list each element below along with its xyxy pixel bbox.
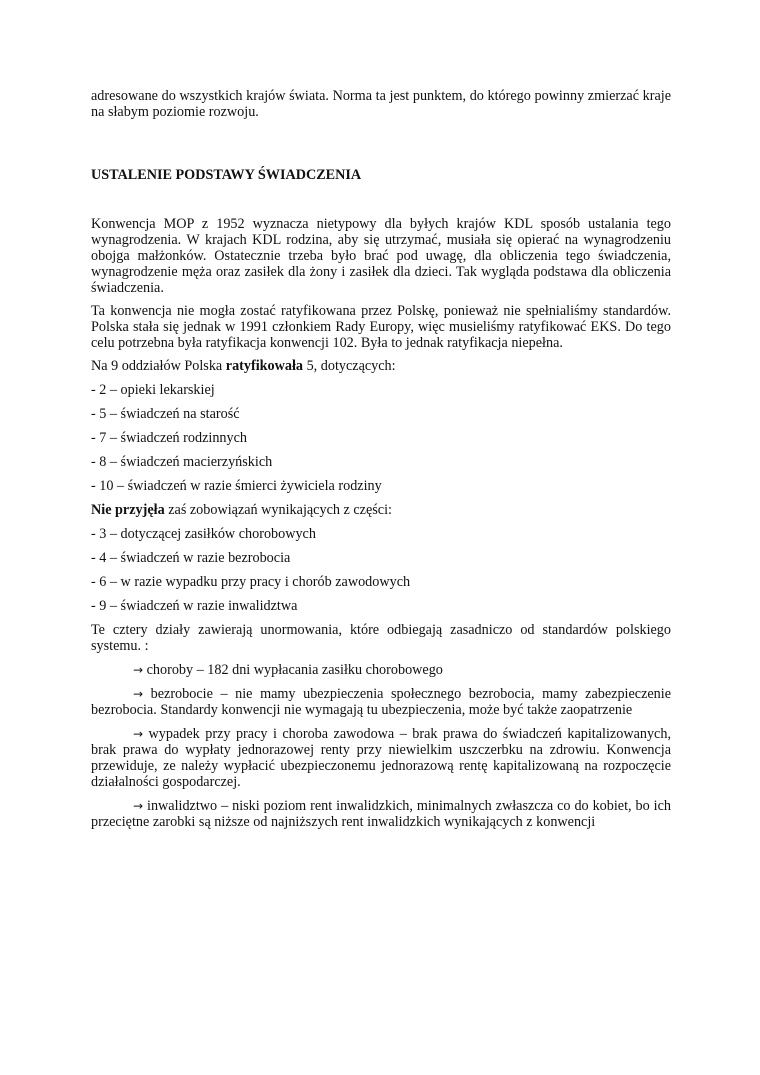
not-accepted-intro-bold: Nie przyjęła <box>91 502 165 518</box>
document-body <box>91 88 671 830</box>
not-accepted-item: - 6 – w razie wypadku przy pracy i chorób zawodowych <box>91 574 411 590</box>
ratified-item: - 5 – świadczeń na starość <box>91 406 240 422</box>
arrow-point-text: bezrobocie – nie mamy ubezpieczenia społecznego bezrobocia, mamy zabezpieczenie bezrobocia. Standardy konwencji nie wymagają tu ubezpieczenia, może być także zaopatrzenie <box>91 686 671 718</box>
arrow-point-unemployment <box>91 686 671 718</box>
arrow-right-icon: → <box>133 727 144 741</box>
not-accepted-item: - 9 – świadczeń w razie inwalidztwa <box>91 598 298 614</box>
not-accepted-item: - 3 – dotyczącej zasiłków chorobowych <box>91 526 316 542</box>
intro-paragraph: adresowane do wszystkich krajów świata. Norma ta jest punktem, do którego powinny zmierzać kraje na słabym poziomie rozwoju. <box>91 88 671 120</box>
ratified-intro <box>91 358 671 374</box>
arrow-right-icon: → <box>133 799 144 813</box>
arrow-point-accident <box>91 726 671 790</box>
arrow-point-text: inwalidztwo – niski poziom rent inwalidzkich, minimalnych zwłaszcza co do kobiet, bo ich przeciętne zarobki są niższe od najniższych rent inwalidzkich wynikających z konwencji <box>91 798 671 830</box>
ratified-item: - 7 – świadczeń rodzinnych <box>91 430 248 446</box>
arrow-point-text: wypadek przy pracy i choroba zawodowa – brak prawa do świadczeń kapitalizowanych, brak prawa do wypłaty jednorazowej renty przy niewielkim uszczerbku na zdrowiu. Konwencja przewiduje, ze należy wypłacić ubezpieczonemu jednorazową rentę kapitalizowaną na rozpoczęcie działalności gospodarczej. <box>91 726 671 790</box>
not-accepted-item: - 4 – świadczeń w razie bezrobocia <box>91 550 291 566</box>
ratified-item: - 8 – świadczeń macierzyńskich <box>91 454 273 470</box>
ratified-intro-before: Na 9 oddziałów Polska <box>91 358 226 374</box>
ratified-item: - 2 – opieki lekarskiej <box>91 382 215 398</box>
paragraph-convention: Konwencja MOP z 1952 wyznacza nietypowy dla byłych krajów KDL sposób ustalania tego wynagrodzenia. W krajach KDL rodzina, aby się utrzymać, musiała się opierać na wynagrodzeniu obojga małżonków. Ostatecznie trzeba było brać pod uwagę, dla obliczenia tego świadczenia, wynagrodzenie męża oraz zasiłek dla żony i zasiłek dla dzieci. Tak wygląda podstawa dla obliczenia świadczenia. <box>91 216 671 296</box>
not-accepted-intro-after: zaś zobowiązań wynikających z części: <box>164 502 392 518</box>
paragraph-divergence: Te cztery działy zawierają unormowania, które odbiegają zasadniczo od standardów polskiego systemu. : <box>91 622 671 654</box>
not-accepted-intro <box>91 502 671 518</box>
arrow-point-disability <box>91 798 671 830</box>
paragraph-ratification: Ta konwencja nie mogła zostać ratyfikowana przez Polskę, ponieważ nie spełnialiśmy standardów. Polska stała się jednak w 1991 członkiem Rady Europy, więc musieliśmy ratyfikować EKS. Do tego celu potrzebna była ratyfikacja konwencji 102. Była to jednak ratyfikacja niepełna. <box>91 303 671 351</box>
ratified-item: - 10 – świadczeń w razie śmierci żywiciela rodziny <box>91 478 382 494</box>
ratified-intro-bold: ratyfikowała <box>225 358 304 374</box>
arrow-right-icon: → <box>133 687 144 701</box>
arrow-point-sickness <box>91 662 671 678</box>
arrow-right-icon: → <box>133 663 144 677</box>
ratified-intro-after: 5, dotyczących: <box>303 358 396 374</box>
arrow-point-text: choroby – 182 dni wypłacania zasiłku chorobowego <box>143 662 443 678</box>
section-heading: USTALENIE PODSTAWY ŚWIADCZENIA <box>91 167 362 183</box>
